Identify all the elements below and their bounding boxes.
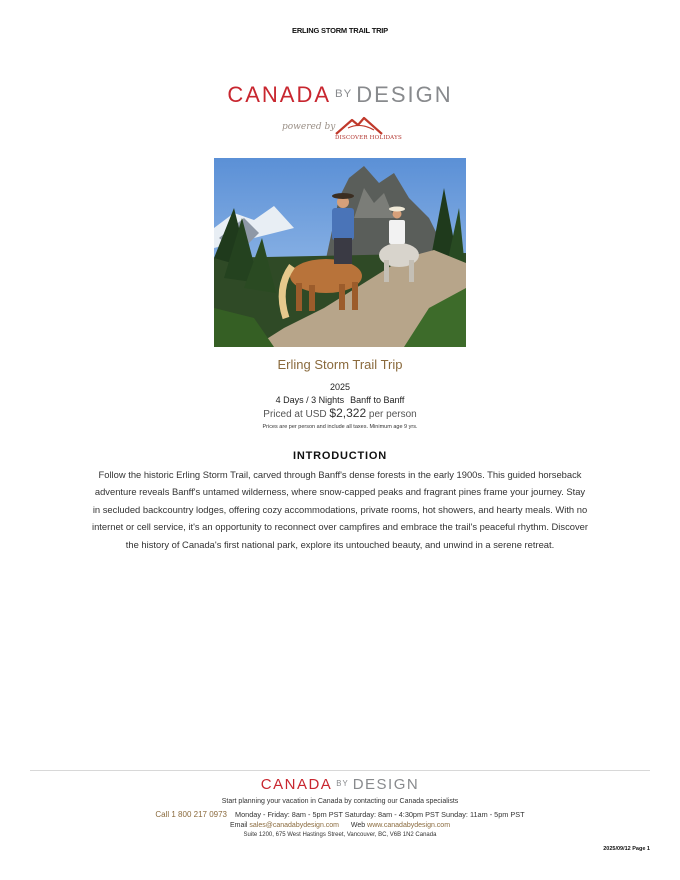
footer-contact-hours: [0, 810, 680, 819]
footer-divider: [30, 770, 650, 771]
logo-word-design: DESIGN: [356, 82, 453, 107]
footer-hours: Monday - Friday: 8am - 5pm PST Saturday: 8am - 4:30pm PST Sunday: 11am - 5pm PST: [235, 810, 525, 819]
trip-duration: 4 Days / 3 Nights: [275, 395, 345, 405]
trip-photo-horseback-riders: [214, 158, 466, 347]
footer-web-link[interactable]: www.canadabydesign.com: [367, 822, 451, 829]
discover-holidays-brand: DISCOVER HOLIDAYS: [335, 135, 402, 141]
trip-duration-route: [0, 395, 680, 405]
price-suffix: per person: [368, 409, 417, 420]
trip-route: Banff to Banff: [350, 395, 405, 405]
footer-email-label: Email: [229, 822, 248, 829]
footer-web-label: Web: [350, 822, 366, 829]
introduction-body: Follow the historic Erling Storm Trail, carved through Banff's dense forests in the early 1900s. This guided horseback adventure reveals Banff's untamed wilderness, where snow-capped peaks and fragrant pines frame your journey. Stay in secluded backcountry lodges, offering cozy accommodations, private rooms, hot showers, and hearty meals. With no internet or cell service, it's an opportunity to reconnect over campfires and embrace the trail's peaceful rhythm. Discover the history of Canada's first national park, explore its untouched beauty, and unwind in a serene retreat.: [92, 469, 588, 550]
discover-holidays-mountain-icon: [334, 114, 384, 136]
footer-logo: [0, 776, 680, 793]
canada-by-design-logo: [0, 82, 680, 108]
logo-word-by: BY: [335, 87, 353, 100]
price-prefix: Priced at USD: [263, 409, 327, 420]
price-fineprint: Prices are per person and include all taxes. Minimum age 9 yrs.: [262, 424, 418, 430]
footer-logo-word-design: DESIGN: [352, 776, 420, 793]
trip-title: Erling Storm Trail Trip: [277, 357, 403, 372]
footer-tagline: Start planning your vacation in Canada by contacting our Canada specialists: [221, 798, 459, 805]
footer-email-web: [0, 822, 680, 829]
footer-phone-link[interactable]: Call 1 800 217 0973: [155, 810, 227, 819]
powered-by-text: powered by: [282, 122, 336, 132]
footer-logo-word-canada: CANADA: [260, 776, 333, 793]
introduction-heading: INTRODUCTION: [293, 450, 387, 462]
price-amount: $2,322: [329, 406, 367, 420]
page-date-number: 2025/09/12 Page 1: [603, 846, 650, 852]
document-header-title: ERLING STORM TRAIL TRIP: [292, 26, 388, 35]
trip-year: 2025: [329, 382, 351, 392]
footer-email-link[interactable]: sales@canadabydesign.com: [249, 822, 340, 829]
footer-address: Suite 1200, 675 West Hastings Street, Vancouver, BC, V6B 1N2 Canada: [243, 832, 437, 838]
powered-by-logo: [280, 114, 405, 146]
trip-price: [0, 406, 680, 420]
logo-word-canada: CANADA: [227, 82, 332, 107]
footer-logo-word-by: BY: [336, 778, 349, 788]
